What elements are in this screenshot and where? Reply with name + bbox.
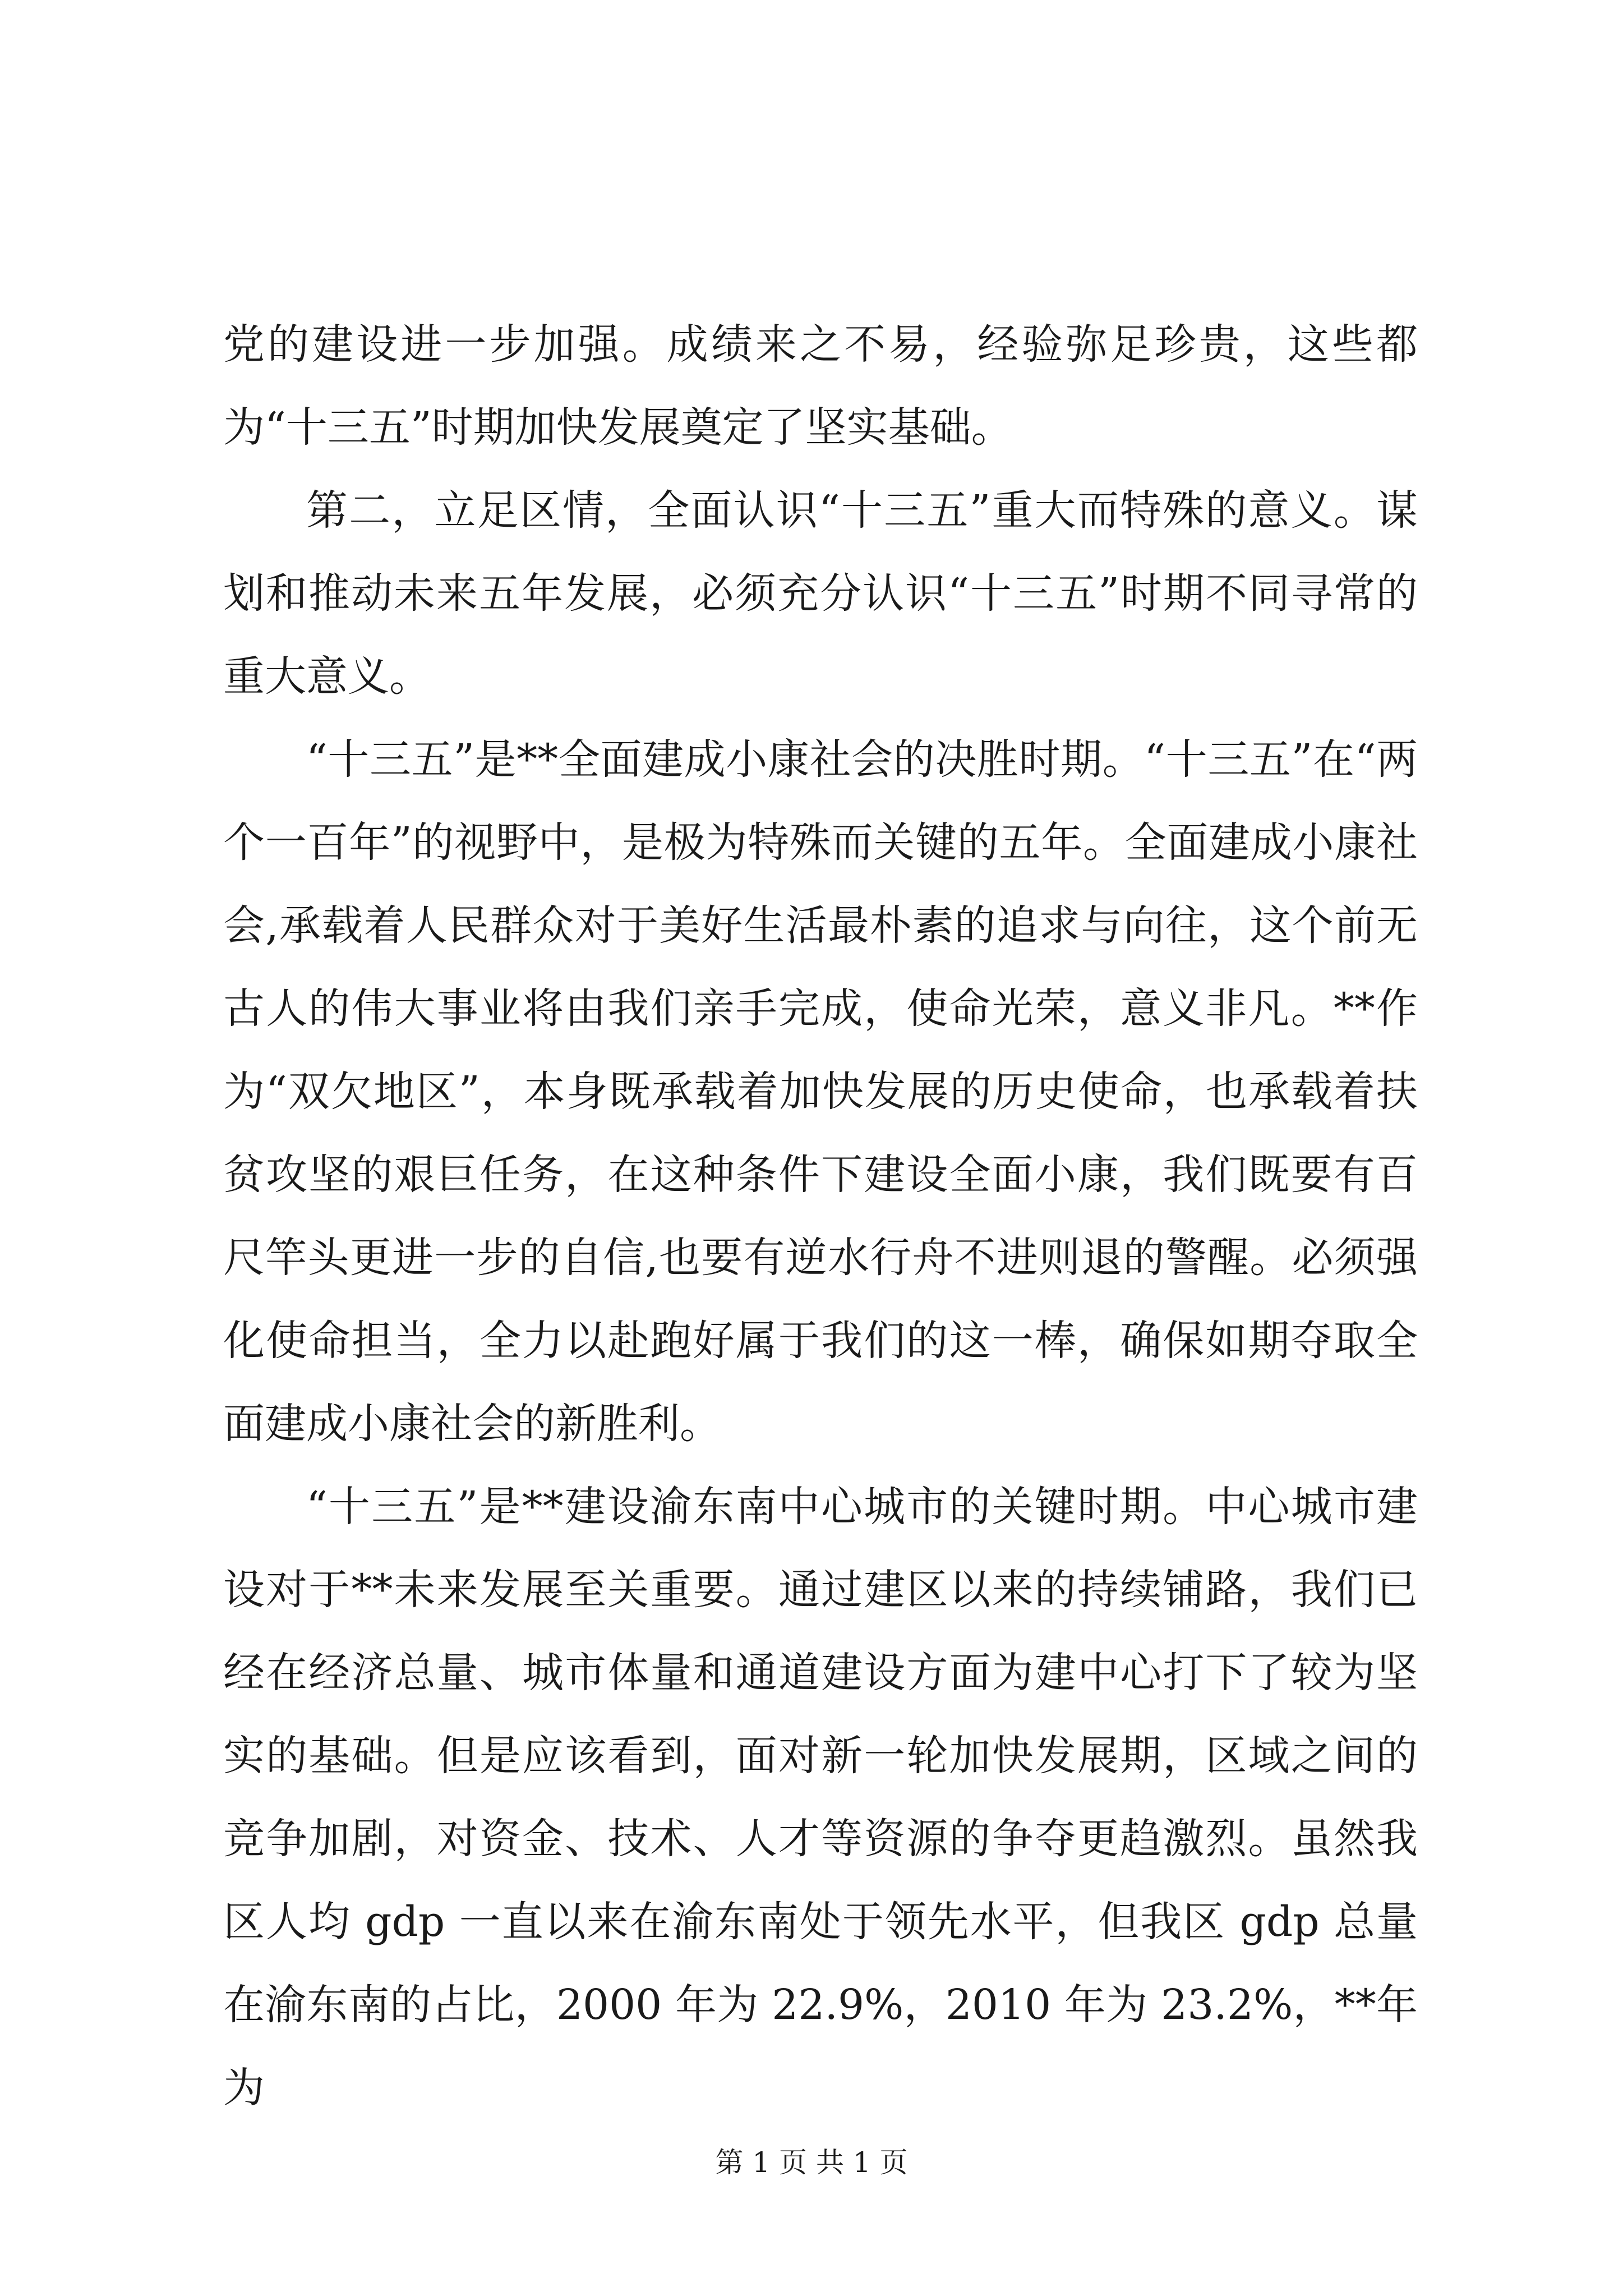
page-footer: 第 1 页 共 1 页 [715, 2146, 908, 2179]
paragraph-4: “十三五”是**建设渝东南中心城市的关键时期。中心城市建设对于**未来发展至关重要。通过建区以来的持续铺路，我们已经在经济总量、城市体量和通道建设方面为建中心打下了较为坚实的基础。但是应该看到，面对新一轮加快发展期，区域之间的竞争加剧，对资金、技术、人才等资源的争夺更趋激烈。虽然我区人均 gdp 一直以来在渝东南处于领先水平，但我区 gdp 总量在渝东南的占比，2000 年为 22.9%，2010 年为 23.2%，**年为 [223, 1483, 1418, 2112]
document-body [223, 303, 1418, 2129]
paragraph-1: 党的建设进一步加强。成绩来之不易，经验弥足珍贵，这些都为“十三五”时期加快发展奠定了坚实基础。 [223, 320, 1418, 452]
paragraph-2: 第二，立足区情，全面认识“十三五”重大而特殊的意义。谋划和推动未来五年发展，必须充分认识“十三五”时期不同寻常的重大意义。 [223, 486, 1418, 701]
paragraph-3: “十三五”是**全面建成小康社会的决胜时期。“十三五”在“两个一百年”的视野中，是极为特殊而关键的五年。全面建成小康社会,承载着人民群众对于美好生活最朴素的追求与向往，这个前无古人的伟大事业将由我们亲手完成，使命光荣，意义非凡。**作为“双欠地区”，本身既承载着加快发展的历史使命，也承载着扶贫攻坚的艰巨任务，在这种条件下建设全面小康，我们既要有百尺竿头更进一步的自信,也要有逆水行舟不进则退的警醒。必须强化使命担当，全力以赴跑好属于我们的这一棒，确保如期夺取全面建成小康社会的新胜利。 [223, 735, 1418, 1448]
